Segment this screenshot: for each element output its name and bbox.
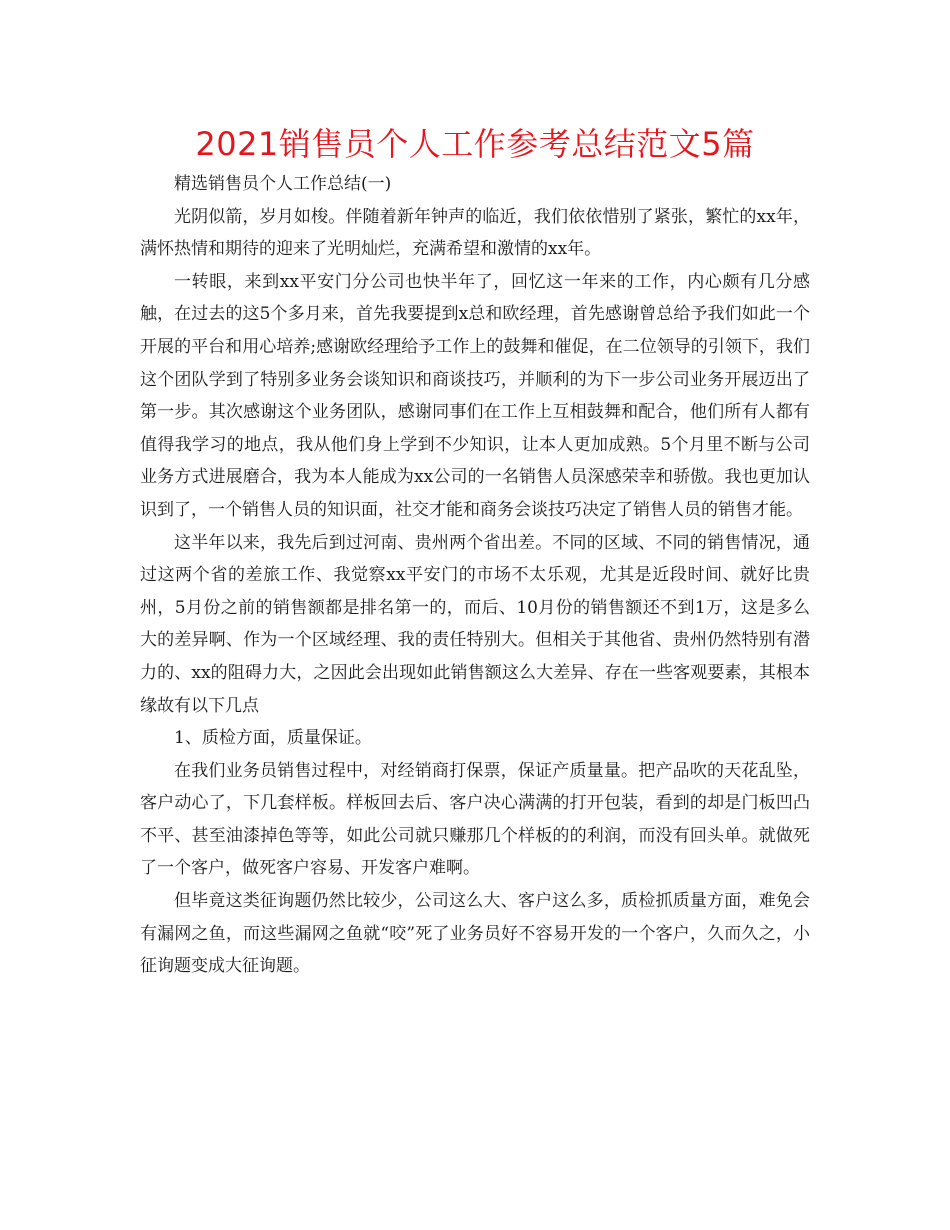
document-title: 2021销售员个人工作参考总结范文5篇 (195, 125, 755, 163)
document-body (140, 168, 810, 983)
paragraph-5: 在我们业务员销售过程中，对经销商打保票，保证产质量量。把产品吹的天花乱坠，客户动心了，下几套样板。样板回去后、客户决心满满的打开包装，看到的却是门板凹凸不平、甚至油漆掉色等等，如此公司就只赚那几个样板的的利润，而没有回头单。就做死了一个客户，做死客户容易、开发客户难啊。 (140, 760, 810, 879)
paragraph-4: 1、质检方面，质量保证。 (174, 728, 372, 749)
section-subtitle: 精选销售员个人工作总结(一) (174, 174, 392, 194)
paragraph-1: 光阴似箭，岁月如梭。伴随着新年钟声的临近，我们依依惜别了紧张，繁忙的xx年，满怀热情和期待的迎来了光明灿烂，充满希望和激情的xx年。 (140, 206, 810, 260)
paragraph-3: 这半年以来，我先后到过河南、贵州两个省出差。不同的区域、不同的销售情况，通过这两个省的差旅工作、我觉察xx平安门的市场不太乐观，尤其是近段时间、就好比贵州，5月份之前的销售额都是排名第一的，而后、10月份的销售额还不到1万，这是多么大的差异啊、作为一个区域经理、我的责任特别大。但相关于其他省、贵州仍然特别有潜力的、xx的阻碍力大，之因此会出现如此销售额这么大差异、存在一些客观要素，其根本缘故有以下几点 (140, 532, 810, 716)
paragraph-2: 一转眼，来到xx平安门分公司也快半年了，回忆这一年来的工作，内心颇有几分感触，在过去的这5个多月来，首先我要提到x总和欧经理，首先感谢曾总给予我们如此一个开展的平台和用心培养;感谢欧经理给予工作上的鼓舞和催促，在二位领导的引领下，我们这个团队学到了特别多业务会谈知识和商谈技巧，并顺利的为下一步公司业务开展迈出了第一步。其次感谢这个业务团队，感谢同事们在工作上互相鼓舞和配合，他们所有人都有值得我学习的地点，我从他们身上学到不少知识，让本人更加成熟。5个月里不断与公司业务方式进展磨合，我为本人能成为xx公司的一名销售人员深感荣幸和骄傲。我也更加认识到了，一个销售人员的知识面，社交才能和商务会谈技巧决定了销售人员的销售才能。 (140, 271, 810, 520)
paragraph-6: 但毕竟这类征询题仍然比较少，公司这么大、客户这么多，质检抓质量方面，难免会有漏网之鱼，而这些漏网之鱼就“咬”死了业务员好不容易开发的一个客户，久而久之，小征询题变成大征询题。 (140, 891, 810, 977)
